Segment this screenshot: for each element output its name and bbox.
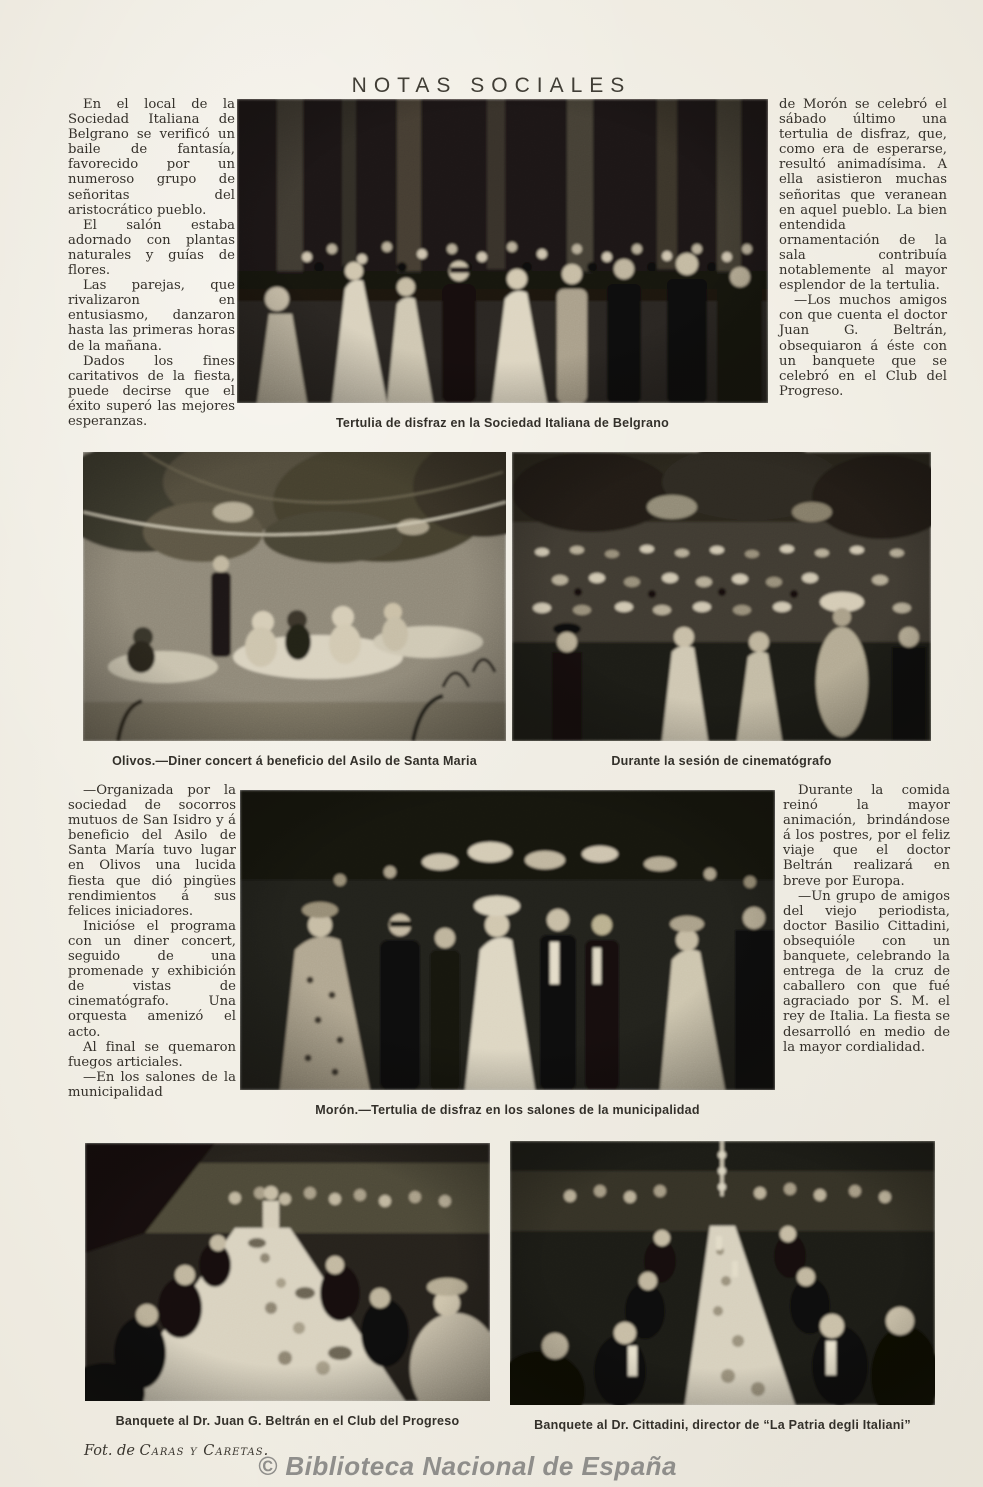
photo-olivos xyxy=(83,452,506,768)
paragraph: —Organizada por la sociedad de socorros mutuos de San Isidro y á beneficio del Asilo de Santa María tuvo lugar en Olivos una lucida fiesta que dió pingües rendimientos á sus felices iniciadores. xyxy=(68,783,236,919)
cittadini-banquet-image xyxy=(510,1141,935,1405)
cinema-crowd-image xyxy=(512,452,931,741)
olivos-garden-image xyxy=(83,452,506,741)
text-column-top-right xyxy=(779,97,947,399)
paragraph: de Morón se celebró el sábado último una tertulia de disfraz, que, como era de esperarse, resultó animadísima. A ella asistieron muchas señoritas que veranean en aquel pueblo. La bien entendida ornamentación de la sala contribuía notablemente al mayor esplendor de la tertulia. xyxy=(779,97,947,294)
paragraph: Inicióse el programa con un diner concert, seguido de una promenade y exhibición de vistas de cinematógrafo. Una orquesta amenizó el acto. xyxy=(68,918,236,1040)
library-watermark: © Biblioteca Nacional de España xyxy=(258,1451,677,1481)
beltran-banquet-image xyxy=(85,1143,490,1401)
text-column-mid-left xyxy=(68,783,236,1100)
photo-credit-name: Caras y Caretas. xyxy=(139,1443,270,1459)
paragraph: Las parejas, que rivalizaron en entusiasmo, danzaron hasta las primeras horas de la mañana. xyxy=(68,278,235,354)
photo-cittadini xyxy=(510,1141,935,1432)
paragraph: —En los salones de la municipalidad xyxy=(68,1069,236,1100)
text-column-mid-right xyxy=(783,783,950,1055)
paragraph: Al final se quemaron fuegos articiales. xyxy=(68,1039,236,1070)
caption-beltran: Banquete al Dr. Juan G. Beltrán en el Club del Progreso xyxy=(115,1414,460,1428)
caption-olivos: Olivos.—Diner concert á beneficio del Asilo de Santa Maria xyxy=(112,754,477,768)
paragraph: —Los muchos amigos con que cuenta el doctor Juan G. Beltrán, obsequiaron á éste con un banquete que se celebró en el Club del Progreso. xyxy=(779,293,947,399)
moron-ball-image xyxy=(240,790,775,1090)
caption-belgrano: Tertulia de disfraz en la Sociedad Italiana de Belgrano xyxy=(335,416,670,430)
belgrano-ballroom-image xyxy=(237,99,768,403)
paragraph: En el local de la Sociedad Italiana de Belgrano se verificó un baile de fantasía, favorecido por un numeroso grupo de señoritas del aristocrático pueblo. xyxy=(68,97,235,218)
paragraph: Durante la comida reinó la mayor animación, brindándose á los postres, por el feliz viaje que el doctor Beltrán realizará en breve por Europa. xyxy=(783,783,950,889)
photo-beltran xyxy=(85,1143,490,1428)
caption-moron: Morón.—Tertulia de disfraz en los salones de la municipalidad xyxy=(315,1103,700,1117)
photo-belgrano xyxy=(237,99,768,430)
paragraph: Dados los fines caritativos de la fiesta, puede decirse que el éxito superó las mejores esperanzas. xyxy=(68,353,235,429)
caption-cinema: Durante la sesión de cinematógrafo xyxy=(611,754,832,768)
photo-credit xyxy=(84,1443,269,1459)
photo-cinema xyxy=(512,452,931,768)
paragraph: El salón estaba adornado con plantas naturales y guías de flores. xyxy=(68,217,235,279)
photo-moron xyxy=(240,790,775,1117)
text-column-top-left xyxy=(68,97,235,429)
caption-cittadini: Banquete al Dr. Cittadini, director de “La Patria degli Italiani” xyxy=(534,1418,911,1432)
paragraph: —Un grupo de amigos del viejo periodista, doctor Basilio Cittadini, obsequióle con un banquete, celebrando la entrega de la cruz de caballero con que fué agraciado por S. M. el rey de Italia. La fiesta se desarrolló en medio de la mayor cordialidad. xyxy=(783,888,950,1055)
page-title: NOTAS SOCIALES xyxy=(351,74,632,98)
photo-credit-prefix: Fot. de xyxy=(84,1443,140,1459)
